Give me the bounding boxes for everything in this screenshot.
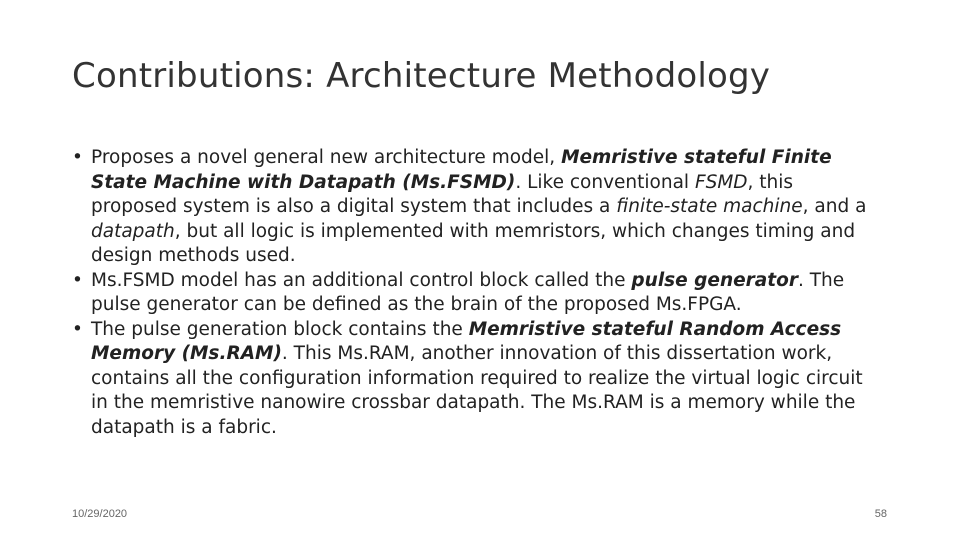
footer-page-number: 58	[874, 508, 887, 520]
bullet-icon: •	[72, 318, 83, 340]
term-msram: Memristive stateful Random Access Memory (Ms.RAM)	[91, 318, 842, 364]
bullet-list	[72, 146, 872, 440]
term-msfsmd: Memristive stateful Finite State Machine with Datapath (Ms.FSMD)	[91, 147, 832, 193]
bullet-icon: •	[72, 269, 83, 291]
bullet-text: . Like conventional	[515, 171, 695, 193]
bullet-icon: •	[72, 147, 83, 168]
bullet-text: , but all logic is implemented with memristors, which changes timing and design methods used.	[91, 220, 856, 266]
bullet-text: , this proposed system is also a digital system that includes a	[91, 171, 794, 217]
term-fsmd: FSMD	[694, 171, 748, 193]
term-pulse-generator: pulse generator	[631, 269, 798, 291]
bullet-item-msfsmd	[72, 146, 872, 269]
bullet-text: Ms.FSMD model has an additional control block called the	[91, 269, 632, 291]
term-finite-state-machine: finite-state machine	[616, 196, 803, 217]
footer-date: 10/29/2020	[72, 508, 128, 520]
term-datapath: datapath	[91, 220, 175, 242]
bullet-text: Proposes a novel general new architecture model,	[91, 147, 562, 168]
bullet-text: . The pulse generator can be defined as the brain of the proposed Ms.FPGA.	[91, 269, 845, 315]
bullet-text: , and a	[802, 196, 867, 217]
bullet-item-msram	[72, 318, 872, 441]
slide-title: Contributions: Architecture Methodology	[72, 56, 771, 96]
bullet-item-pulse-generator	[72, 269, 872, 318]
bullet-text: The pulse generation block contains the	[91, 318, 469, 340]
bullet-text: . This Ms.RAM, another innovation of this dissertation work, contains all the configuration information required to realize the virtual logic circuit in the memristive nanowire crossbar datapath. The Ms.RAM is a memory while the datapath is a fabric.	[91, 343, 863, 438]
